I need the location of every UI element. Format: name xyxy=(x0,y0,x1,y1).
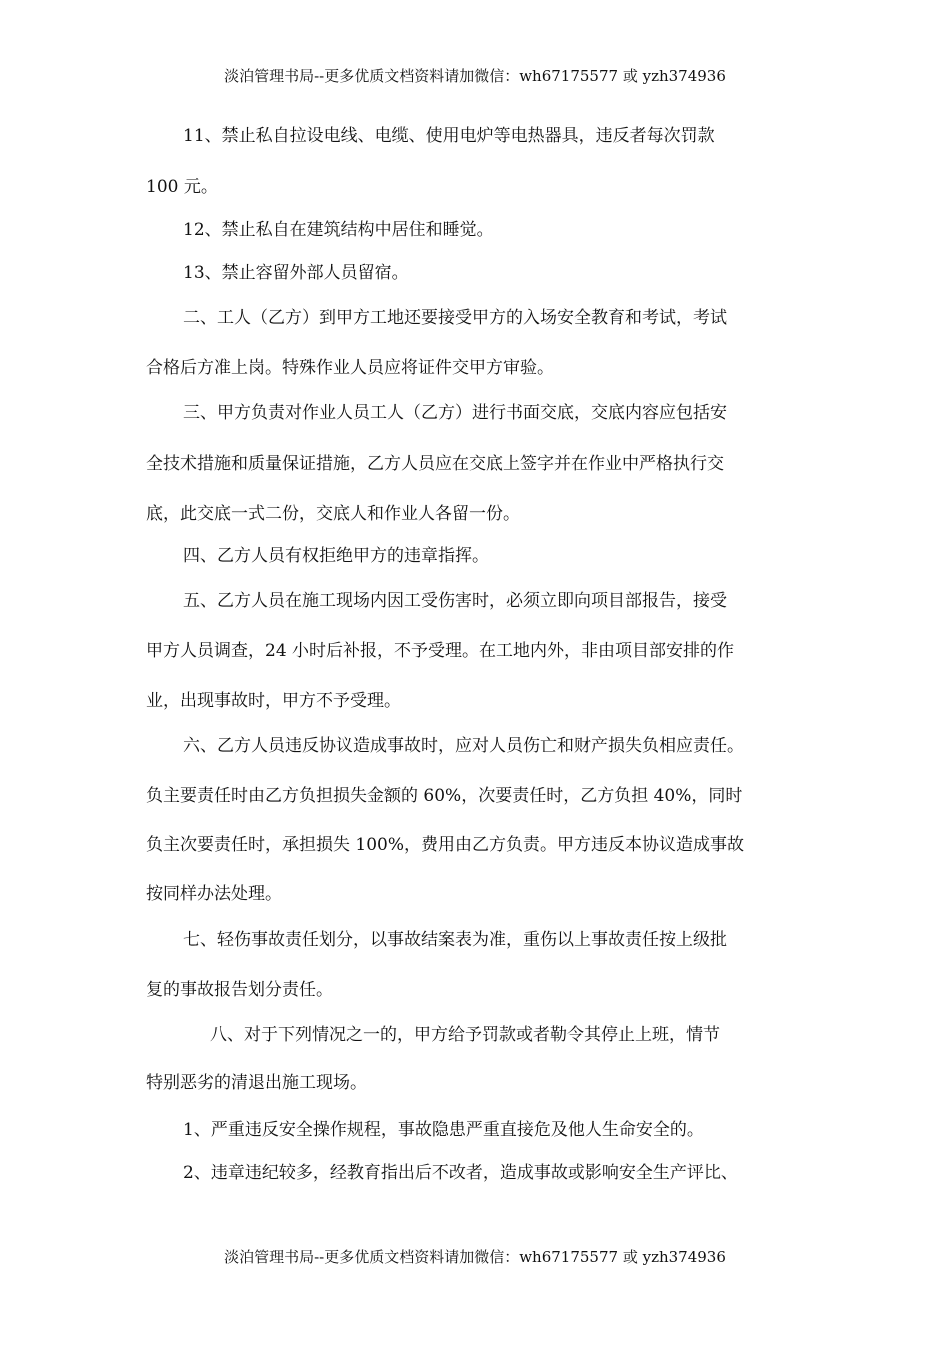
text-line: 负主要责任时由乙方负担损失金额的 60%，次要责任时，乙方负担 40%，同时 xyxy=(146,786,743,806)
text-line: 100 元。 xyxy=(146,177,218,197)
text-line: 复的事故报告划分责任。 xyxy=(146,980,333,1000)
text-line: 全技术措施和质量保证措施，乙方人员应在交底上签字并在作业中严格执行交 xyxy=(146,454,724,474)
text-line: 底，此交底一式二份，交底人和作业人各留一份。 xyxy=(146,504,520,524)
text-line: 四、乙方人员有权拒绝甲方的违章指挥。 xyxy=(183,546,489,566)
text-line: 七、轻伤事故责任划分，以事故结案表为准，重伤以上事故责任按上级批 xyxy=(183,930,727,950)
text-line: 负主次要责任时，承担损失 100%，费用由乙方负责。甲方违反本协议造成事故 xyxy=(146,835,745,855)
text-line: 业，出现事故时，甲方不予受理。 xyxy=(146,691,401,711)
text-line: 11、禁止私自拉设电线、电缆、使用电炉等电热器具，违反者每次罚款 xyxy=(183,126,715,146)
text-line: 三、甲方负责对作业人员工人（乙方）进行书面交底，交底内容应包括安 xyxy=(183,403,727,423)
page-footer: 淡泊管理书局--更多优质文档资料请加微信：wh67175577 或 yzh374936 xyxy=(224,1248,726,1266)
text-line: 合格后方准上岗。特殊作业人员应将证件交甲方审验。 xyxy=(146,358,554,378)
page-header: 淡泊管理书局--更多优质文档资料请加微信：wh67175577 或 yzh374936 xyxy=(224,67,726,85)
text-line: 2、违章违纪较多，经教育指出后不改者，造成事故或影响安全生产评比、 xyxy=(183,1163,738,1183)
text-line: 特别恶劣的清退出施工现场。 xyxy=(146,1073,367,1093)
text-line: 甲方人员调查，24 小时后补报，不予受理。在工地内外，非由项目部安排的作 xyxy=(146,641,735,661)
text-line: 12、禁止私自在建筑结构中居住和睡觉。 xyxy=(183,220,494,240)
text-line: 五、乙方人员在施工现场内因工受伤害时，必须立即向项目部报告，接受 xyxy=(183,591,727,611)
text-line: 按同样办法处理。 xyxy=(146,884,282,904)
text-line: 1、严重违反安全操作规程，事故隐患严重直接危及他人生命安全的。 xyxy=(183,1120,704,1140)
text-line: 13、禁止容留外部人员留宿。 xyxy=(183,263,409,283)
text-line: 二、工人（乙方）到甲方工地还要接受甲方的入场安全教育和考试，考试 xyxy=(183,308,727,328)
text-line: 六、乙方人员违反协议造成事故时，应对人员伤亡和财产损失负相应责任。 xyxy=(183,736,744,756)
text-line: 八、对于下列情况之一的，甲方给予罚款或者勒令其停止上班，情节 xyxy=(210,1025,720,1045)
